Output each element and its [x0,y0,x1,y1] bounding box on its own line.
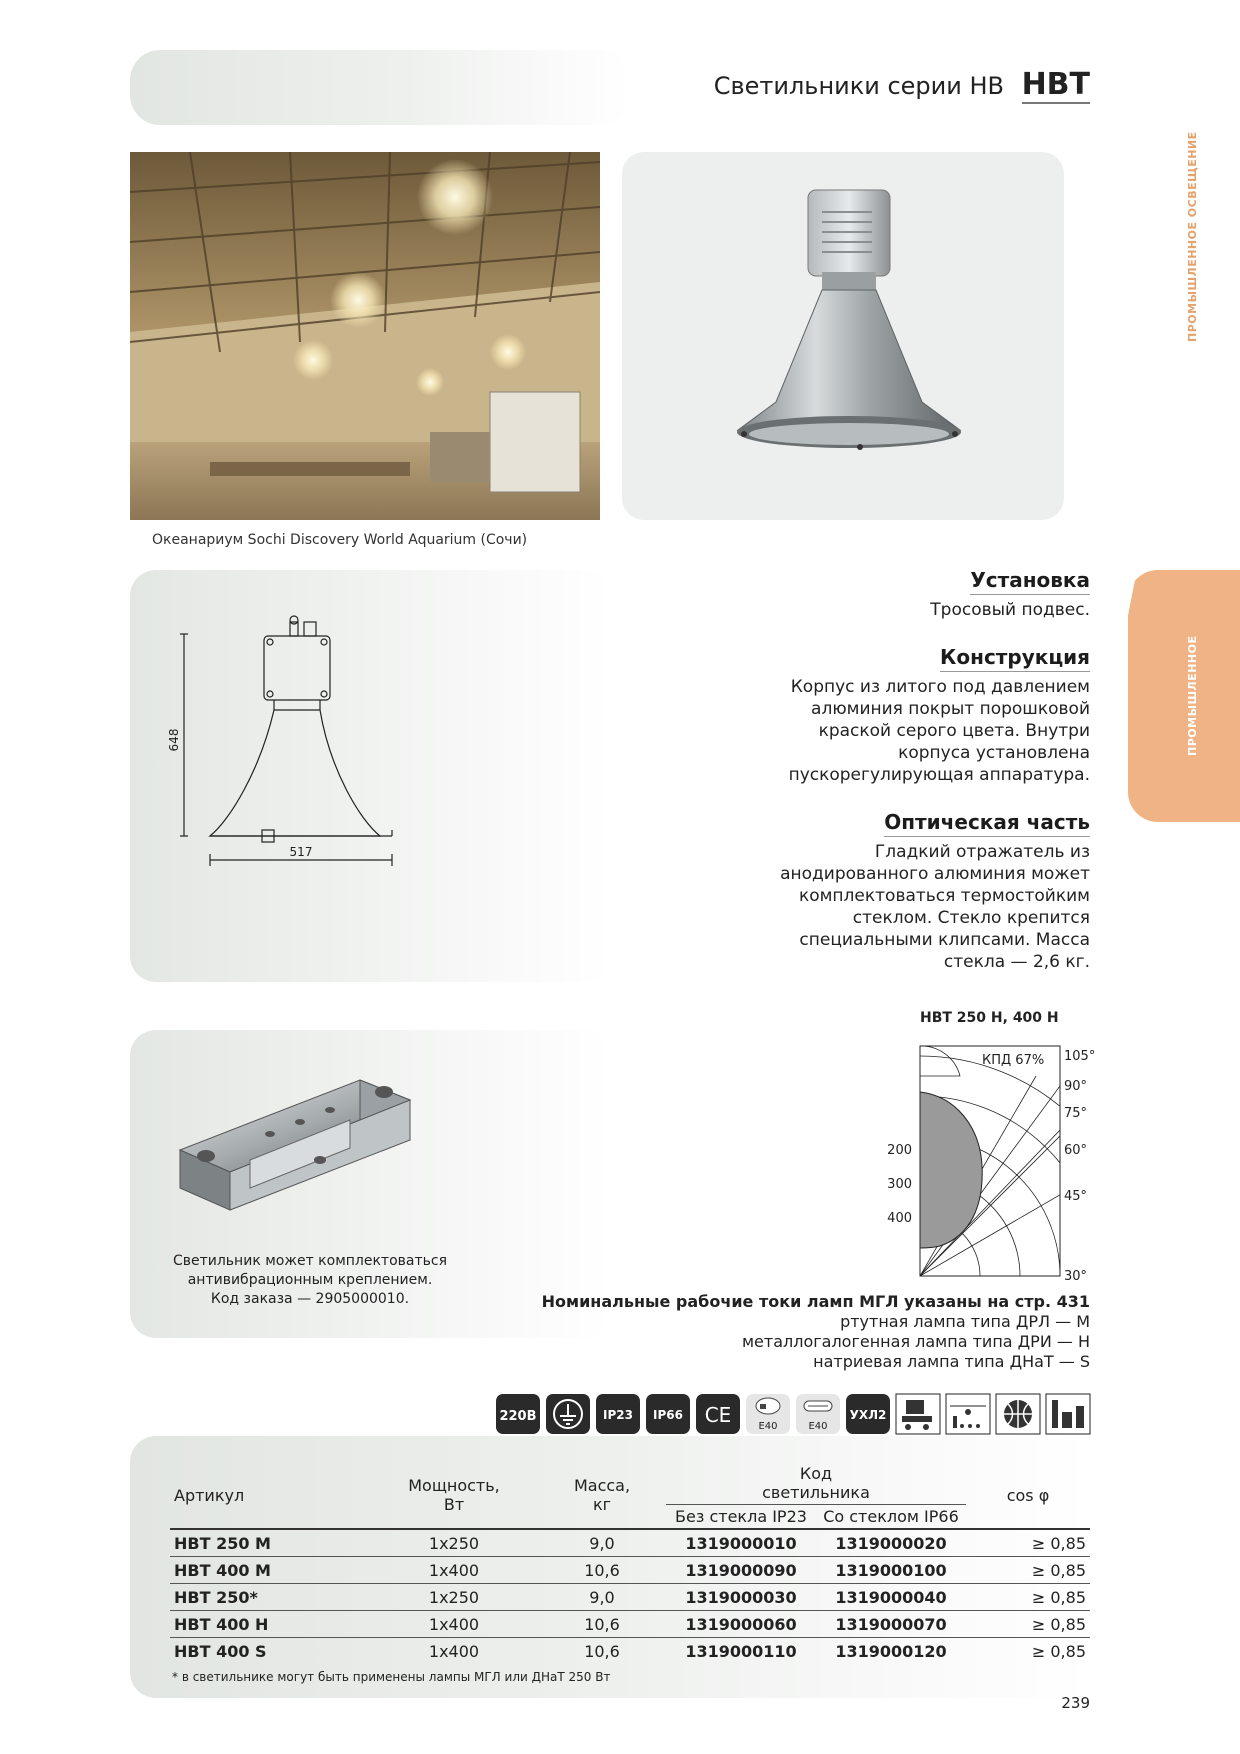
bracket-panel [130,1030,610,1338]
cell-power: 1x250 [370,1584,538,1611]
side-vertical-label: ПРОМЫШЛЕННОЕ ОСВЕЩЕНИЕ [1186,131,1199,342]
climate-label: УХЛ2 [849,1408,887,1422]
hall-icon [946,1394,990,1434]
section-text: Тросовый подвес. [930,600,1090,620]
header-power-label: Мощность, [408,1476,500,1495]
ground-icon [546,1394,590,1434]
hall-photo-caption: Океанариум Sochi Discovery World Aquarium (Сочи) [152,532,528,548]
socket-label: E40 [758,1421,778,1432]
hall-photo-image [130,152,600,520]
ce-label: CE [704,1403,732,1427]
cell-no-glass: 1319000110 [666,1638,816,1665]
cell-with-glass: 1319000070 [816,1611,966,1638]
header-no-glass: Без стекла IP23 [675,1507,807,1526]
series-code: HBT [1021,67,1090,102]
section-text: Корпус из литого под давлением алюминия покрыт порошковой краской серого цвета. Внутри корпуса установлена пускорегулирующая аппаратура. [788,677,1090,785]
ip23-icon [596,1394,640,1434]
section-text: Гладкий отражатель из анодированного алюминия может комплектоваться термостойким стеклом. Стекло крепится специальными клипсами. Масса стекла — 2,6 кг. [780,842,1090,972]
header-power-unit: Вт [443,1495,465,1514]
cell-power: 1x400 [370,1638,538,1665]
cell-cos: ≥ 0,85 [966,1557,1090,1584]
bracket-caption-line: антивибрационным креплением. [187,1272,433,1288]
section-installation [610,568,1090,621]
table-row [170,1638,1090,1665]
page-number: 239 [1061,1694,1090,1712]
header-with-glass: Со стеклом IP66 [823,1507,959,1526]
polar-diagram [870,1036,1096,1290]
dimension-height: 648 [167,728,181,752]
bracket-image [170,1060,420,1240]
lamp-socket-icon [746,1394,790,1434]
hall-photo [130,152,600,520]
ip66-label: IP66 [653,1408,683,1422]
cell-power: 1x400 [370,1611,538,1638]
lamp-notes-headline: Номинальные рабочие токи ламп МГЛ указаны на стр. 431 [541,1292,1090,1311]
cell-cos: ≥ 0,85 [966,1529,1090,1557]
polar-angle-label: 45° [1064,1189,1088,1204]
polar-radial-label: 200 [887,1143,912,1158]
cell-cos: ≥ 0,85 [966,1584,1090,1611]
spec-table [170,1462,1090,1664]
cell-with-glass: 1319000120 [816,1638,966,1665]
lamp-note-line: металлогалогенная лампа типа ДРИ — Н [741,1332,1090,1351]
cell-power: 1x400 [370,1557,538,1584]
cell-cos: ≥ 0,85 [966,1638,1090,1665]
cell-no-glass: 1319000060 [666,1611,816,1638]
industrial-icon [1046,1394,1090,1434]
header-code [666,1462,966,1505]
header-bar [130,50,630,125]
cell-article: HBT 250 M [170,1529,370,1557]
table-footnote: * в светильнике могут быть применены лампы МГЛ или ДНаТ 250 Вт [172,1670,611,1684]
section-title: Установка [970,568,1090,595]
cell-mass: 10,6 [538,1611,666,1638]
bracket-caption [130,1252,490,1309]
header-cos: cos φ [1006,1485,1050,1505]
dimension-drawing [130,570,610,982]
header-mass [538,1462,666,1529]
dimension-panel [130,570,610,982]
lamp-photo-image [622,152,1064,520]
header-code-label2: светильника [762,1483,870,1502]
cell-no-glass: 1319000030 [666,1584,816,1611]
section-construction [610,645,1090,786]
cell-article: HBT 400 M [170,1557,370,1584]
voltage-label: 220В [499,1409,537,1424]
cell-mass: 10,6 [538,1638,666,1665]
warehouse-icon [896,1394,940,1434]
header-mass-label: Масса, [573,1476,631,1495]
polar-diagram-title: HBT 250 H, 400 H [920,1010,1059,1026]
section-title: Оптическая часть [884,810,1090,837]
cell-mass: 9,0 [538,1584,666,1611]
cell-mass: 9,0 [538,1529,666,1557]
lamp-note-line: натриевая лампа типа ДНаТ — S [813,1352,1090,1371]
cell-article: HBT 250* [170,1584,370,1611]
header-power [370,1462,538,1529]
lamp-notes [542,1292,1090,1372]
lamp-note-line: ртутная лампа типа ДРЛ — М [840,1312,1090,1331]
cell-article: HBT 400 H [170,1611,370,1638]
series-title: Светильники серии HB [713,72,1004,100]
voltage-icon [496,1394,540,1434]
certification-icons [496,1392,1090,1436]
polar-angle-label: 75° [1064,1106,1088,1121]
cell-cos: ≥ 0,85 [966,1611,1090,1638]
side-tab-label: ПРОМЫШЛЕННОЕ [1186,635,1199,756]
header-mass-unit: кг [592,1495,612,1514]
cell-no-glass: 1319000090 [666,1557,816,1584]
lamp-photo [622,152,1064,520]
polar-efficiency: КПД 67% [982,1053,1045,1068]
cell-power: 1x250 [370,1529,538,1557]
side-tab[interactable] [1128,570,1240,822]
cell-with-glass: 1319000040 [816,1584,966,1611]
bracket-caption-line: Светильник может комплектоваться [172,1253,448,1269]
table-row [170,1584,1090,1611]
sports-icon [996,1394,1040,1434]
ce-icon [696,1394,740,1434]
bracket-caption-line: Код заказа — 2905000010. [210,1291,410,1307]
cell-with-glass: 1319000100 [816,1557,966,1584]
climate-icon [846,1394,890,1434]
polar-angle-label: 60° [1064,1143,1088,1158]
table-row [170,1557,1090,1584]
cell-article: HBT 400 S [170,1638,370,1665]
polar-angle-label: 90° [1064,1079,1088,1094]
ip66-icon [646,1394,690,1434]
cell-with-glass: 1319000020 [816,1529,966,1557]
section-title: Конструкция [940,645,1090,672]
polar-radial-label: 400 [887,1211,912,1226]
polar-angle-label: 105° [1064,1049,1096,1064]
header-article: Артикул [174,1485,245,1505]
ip23-label: IP23 [603,1408,633,1422]
socket-label: E40 [808,1421,828,1432]
section-optics [610,810,1090,973]
table-row [170,1611,1090,1638]
polar-radial-label: 300 [887,1177,912,1192]
cell-mass: 10,6 [538,1557,666,1584]
dimension-width: 517 [289,845,313,859]
cell-no-glass: 1319000010 [666,1529,816,1557]
header-code-label: Код [799,1464,833,1483]
description-sections [610,568,1090,997]
polar-angle-label: 30° [1064,1269,1088,1284]
table-row [170,1529,1090,1557]
tube-lamp-icon [796,1394,840,1434]
